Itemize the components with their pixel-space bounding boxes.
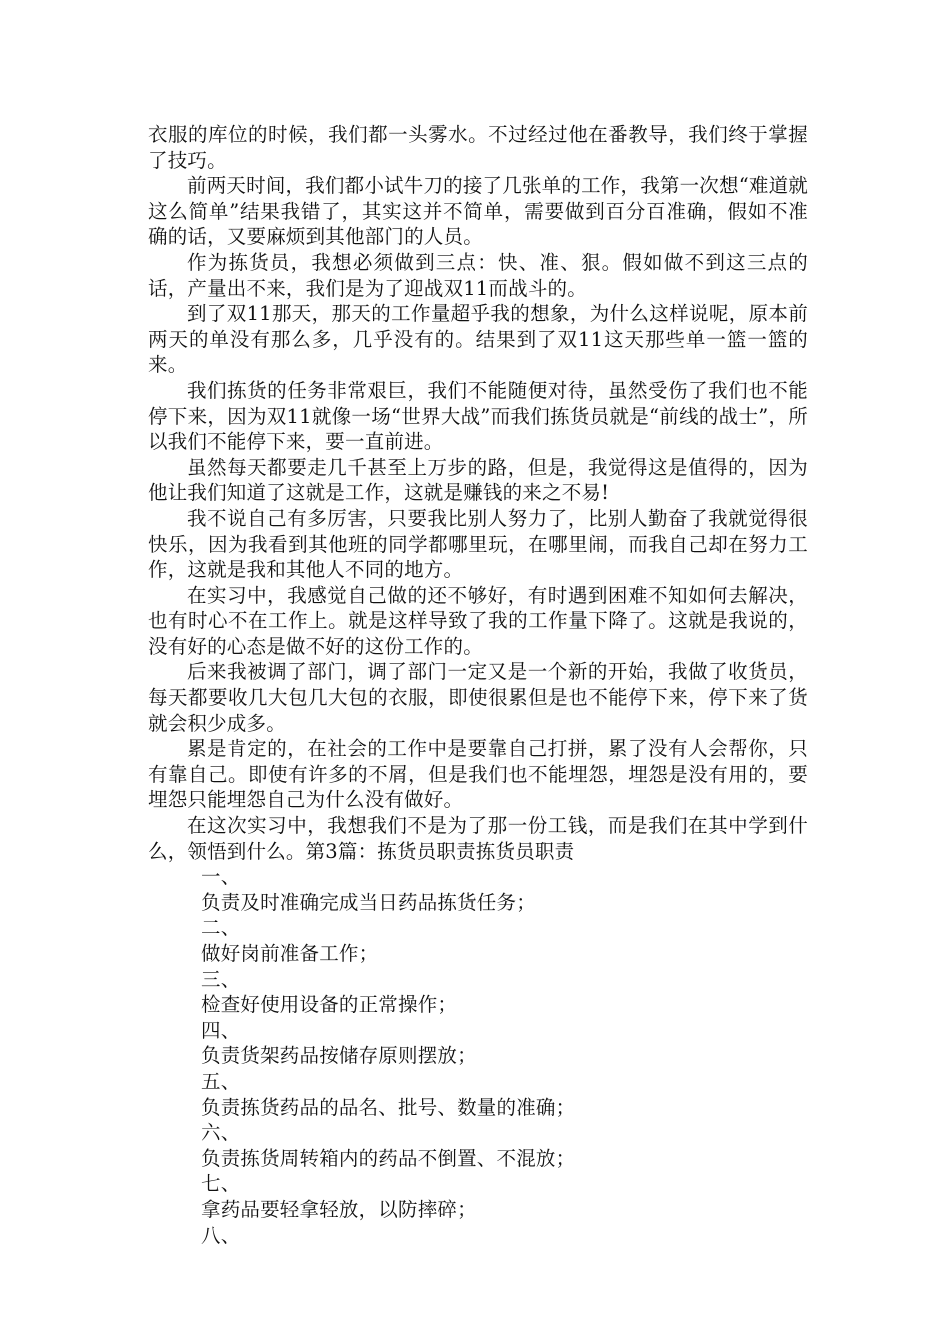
list-item-1: 负责及时准确完成当日药品拣货任务； bbox=[201, 890, 536, 914]
list-number-7: 七、 bbox=[201, 1172, 241, 1196]
list-number-6: 六、 bbox=[201, 1121, 241, 1145]
paragraph-8: 在实习中，我感觉自己做的还不够好，有时遇到困难不知如何去解决，也有时心不在工作上。就是这样导致了我的工作量下降了。这就是我说的，没有好的心态是做不好的这份工作的。 bbox=[148, 583, 808, 658]
list-item-3: 检查好使用设备的正常操作； bbox=[201, 993, 458, 1017]
list-number-2: 二、 bbox=[201, 916, 241, 940]
paragraph-6: 虽然每天都要走几千甚至上万步的路，但是，我觉得这是值得的，因为他让我们知道了这就是工作，这就是赚钱的来之不易! bbox=[148, 455, 808, 505]
list-number-4: 四、 bbox=[201, 1018, 241, 1042]
list-number-1: 一、 bbox=[201, 865, 241, 889]
list-number-3: 三、 bbox=[201, 967, 241, 991]
paragraph-2: 前两天时间，我们都小试牛刀的接了几张单的工作，我第一次想“难道就这么简单”结果我错了，其实这并不简单，需要做到百分百准确，假如不准确的话，又要麻烦到其他部门的人员。 bbox=[148, 174, 808, 249]
paragraph-10: 累是肯定的，在社会的工作中是要靠自己打拼，累了没有人会帮你，只有靠自己。即使有许多的不屑，但是我们也不能埋怨，埋怨是没有用的，要埋怨只能埋怨自己为什么没有做好。 bbox=[148, 737, 808, 812]
paragraph-9: 后来我被调了部门，调了部门一定又是一个新的开始，我做了收货员，每天都要收几大包几大包的衣服，即使很累但是也不能停下来，停下来了货就会积少成多。 bbox=[148, 660, 808, 735]
list-number-5: 五、 bbox=[201, 1069, 241, 1093]
list-item-6: 负责拣货周转箱内的药品不倒置、不混放； bbox=[201, 1146, 576, 1170]
list-item-5: 负责拣货药品的品名、批号、数量的准确； bbox=[201, 1095, 576, 1119]
list-number-8: 八、 bbox=[201, 1223, 241, 1247]
list-item-7: 拿药品要轻拿轻放，以防摔碎； bbox=[201, 1197, 477, 1221]
paragraph-3: 作为拣货员，我想必须做到三点：快、准、狠。假如做不到这三点的话，产量出不来，我们是为了迎战双11而战斗的。 bbox=[148, 250, 808, 300]
paragraph-4: 到了双11那天，那天的工作量超乎我的想象，为什么这样说呢，原本前两天的单没有那么多，几乎没有的。结果到了双11这天那些单一篮一篮的来。 bbox=[148, 302, 808, 377]
paragraph-11: 在这次实习中，我想我们不是为了那一份工钱，而是我们在其中学到什么，领悟到什么。第3篇：拣货员职责拣货员职责 bbox=[148, 814, 808, 863]
list-item-4: 负责货架药品按储存原则摆放； bbox=[201, 1044, 477, 1068]
paragraph-1: 衣服的库位的时候，我们都一头雾水。不过经过他在番教导，我们终于掌握了技巧。 bbox=[148, 123, 808, 172]
list-item-2: 做好岗前准备工作； bbox=[201, 942, 379, 965]
paragraph-5: 我们拣货的任务非常艰巨，我们不能随便对待，虽然受伤了我们也不能停下来，因为双11就像一场“世界大战”而我们拣货员就是“前线的战士”，所以我们不能停下来，要一直前进。 bbox=[148, 378, 808, 454]
paragraph-7: 我不说自己有多厉害，只要我比别人努力了，比别人勤奋了我就觉得很快乐，因为我看到其他班的同学都哪里玩，在哪里闹，而我自己却在努力工作，这就是我和其他人不同的地方。 bbox=[148, 506, 808, 582]
document-page bbox=[148, 122, 808, 1248]
